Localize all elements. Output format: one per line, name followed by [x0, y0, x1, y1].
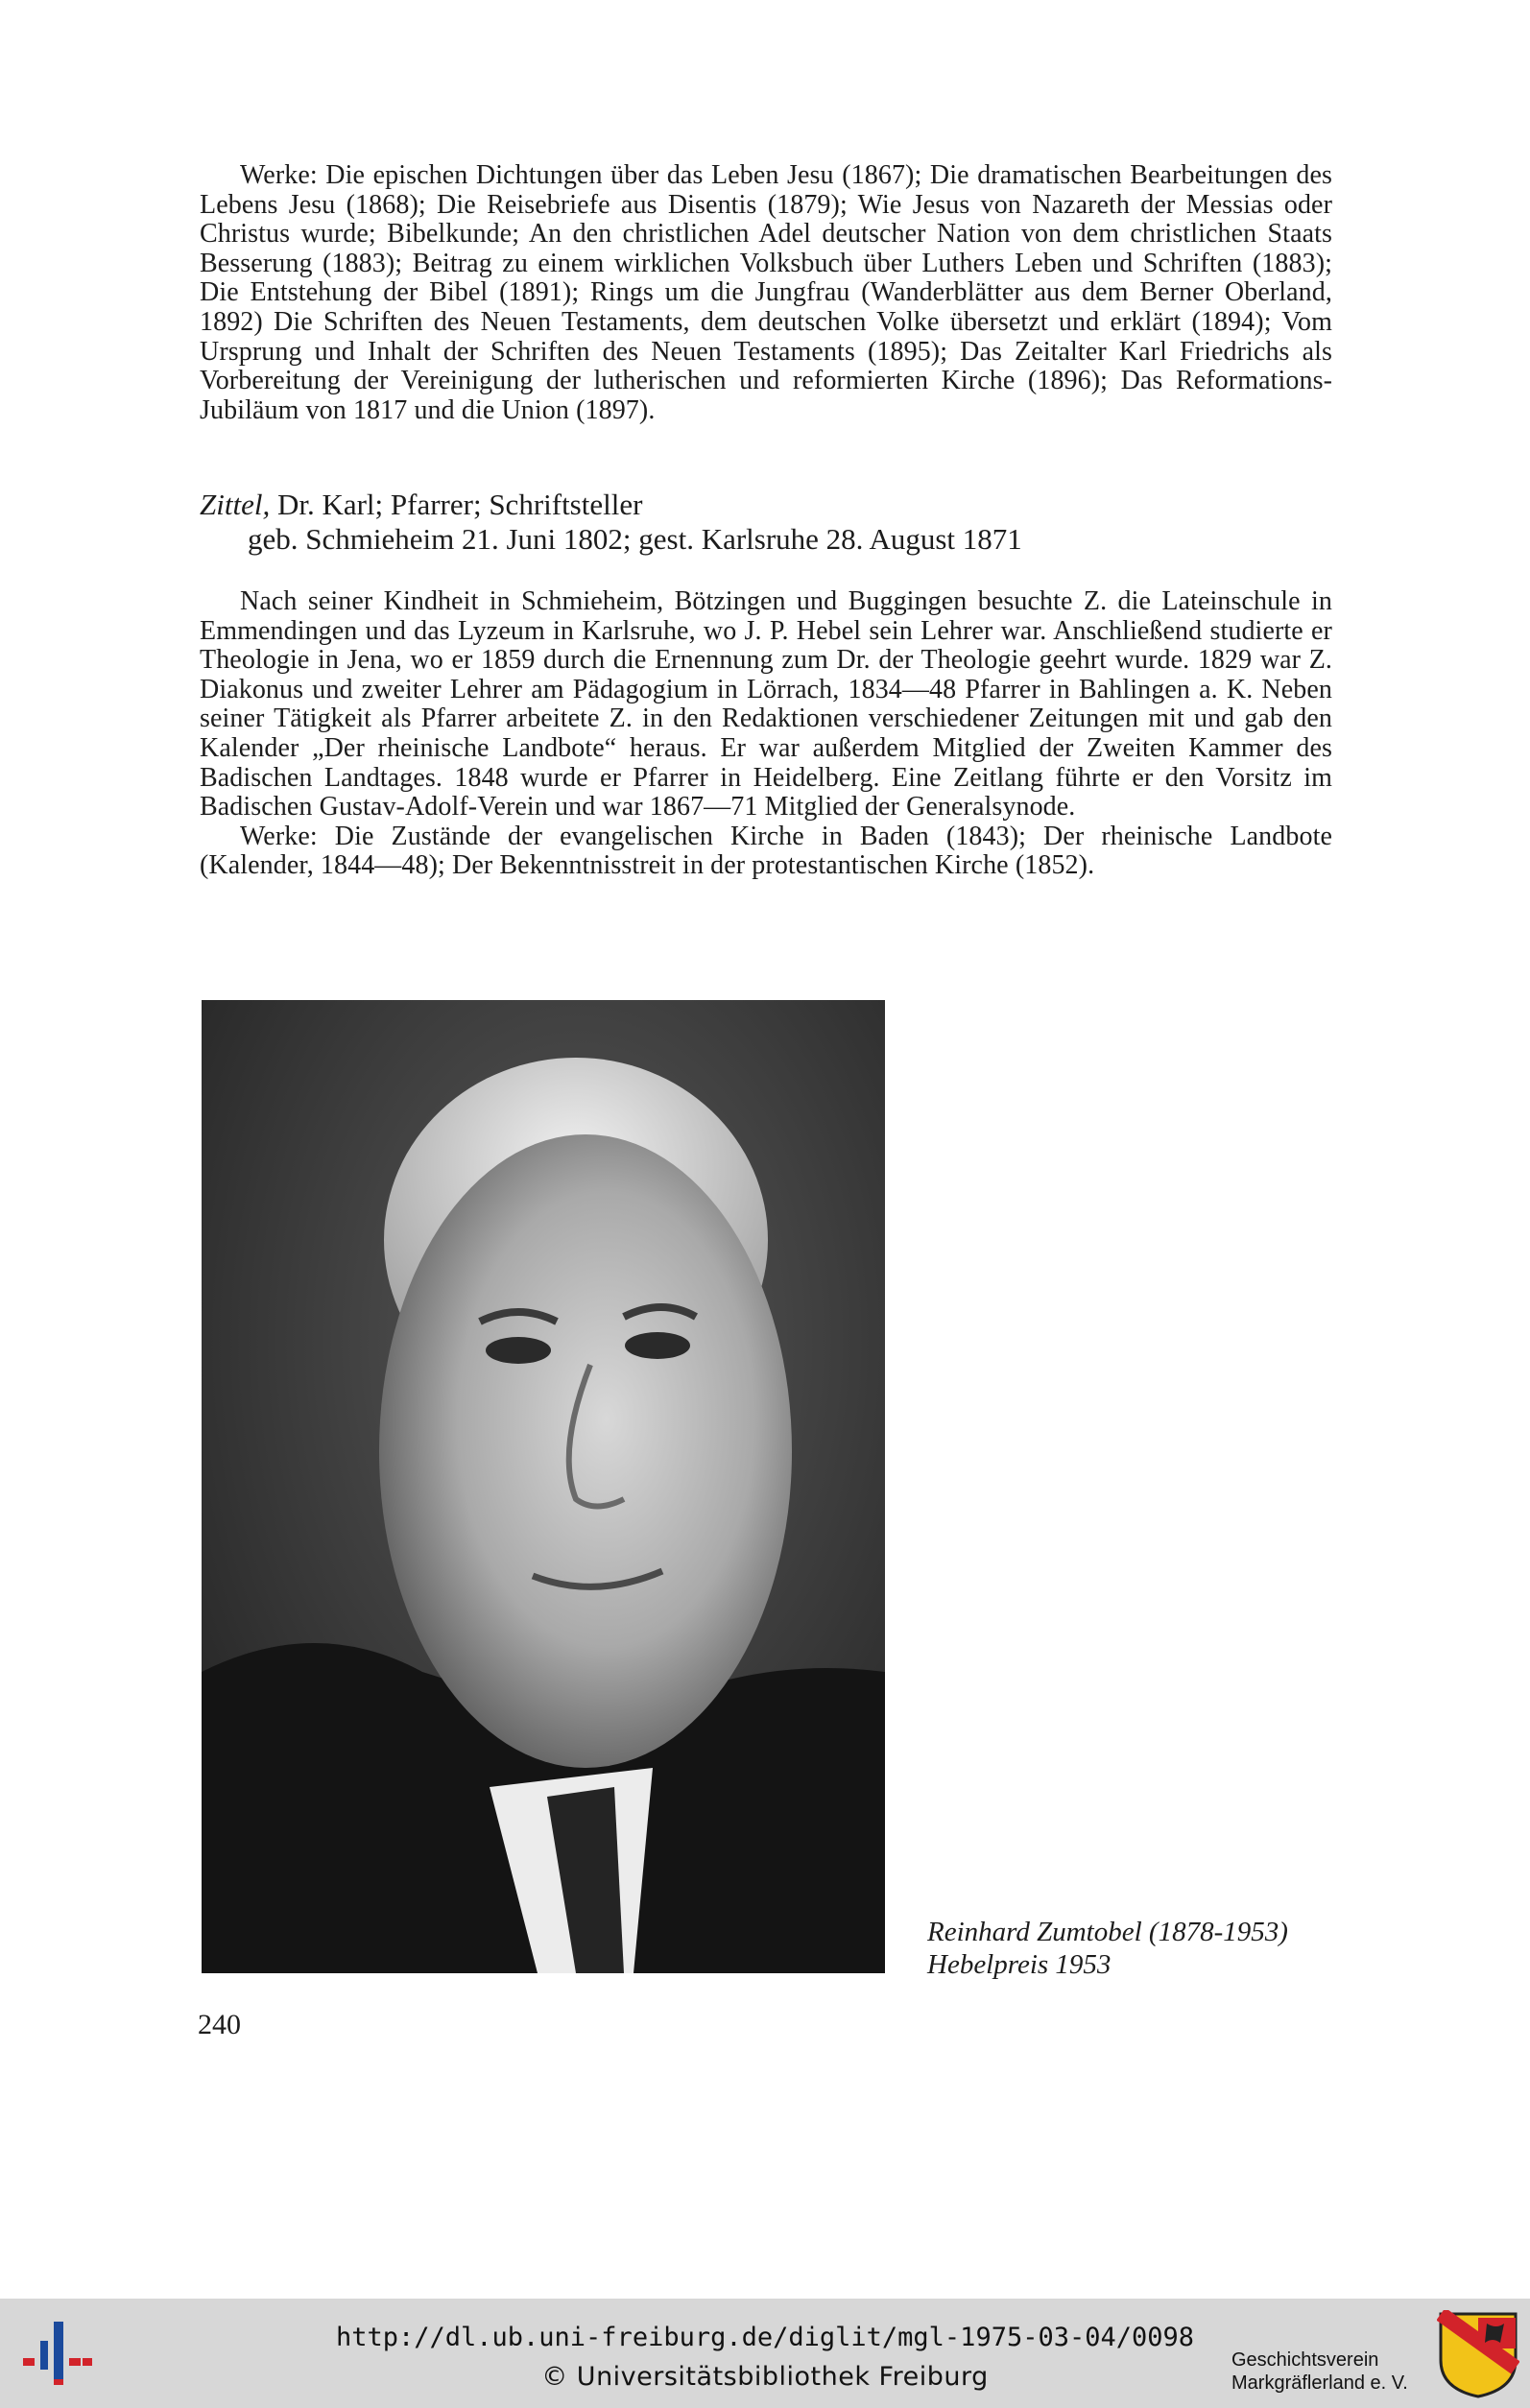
entry-name-line: [200, 488, 1332, 522]
document-url-link[interactable]: http://dl.ub.uni-freiburg.de/diglit/mgl-1975-03-04/0098: [335, 2323, 1195, 2352]
society-name-line-1: Geschichtsverein: [1231, 2349, 1379, 2371]
copyright-notice: © Universitätsbibliothek Freiburg: [541, 2362, 989, 2392]
entry-title: Dr. Karl; Pfarrer; Schriftsteller: [270, 488, 643, 521]
society-name: [1231, 2348, 1408, 2395]
photo-caption: [927, 1916, 1288, 1981]
caption-line-2: Hebelpreis 1953: [927, 1949, 1112, 1980]
entry-heading: [200, 488, 1332, 557]
portrait-photo: [202, 1000, 885, 1973]
entry-surname: Zittel,: [200, 488, 271, 521]
biography-text: Nach seiner Kindheit in Schmieheim, Bötzingen und Buggingen besuchte Z. die Lateinschule in Emmendingen und das Lyzeum in Karlsruhe, wo J. P. Hebel sein Lehrer war. Anschließend studierte er Theologie in Jena, wo er 1859 durch die Ernennung zum Dr. der Theologie geehrt wurde. 1829 war Z. Diakonus und zweiter Lehrer am Pädagogium in Lörrach, 1834—48 Pfarrer in Bahlingen a. K. Neben seiner Tätigkeit als Pfarrer arbeitete Z. in den Redaktionen verschiedener Zeitungen mit und gab den Kalender „Der rheinische Landbote“ heraus. Er war außerdem Mitglied der Zweiten Kammer des Badischen Landtages. 1848 wurde er Pfarrer in Heidelberg. Eine Zeitlang führte er den Vorsitz im Badischen Gustav-Adolf-Verein und war 1867—71 Mitglied der Generalsynode.: [200, 586, 1332, 823]
caption-line-1: Reinhard Zumtobel (1878-1953): [927, 1917, 1288, 1947]
society-crest-icon: [1437, 2310, 1519, 2403]
biography-paragraph: [200, 587, 1332, 823]
viewer-footer: [0, 2299, 1530, 2408]
works-paragraph-block: [200, 161, 1332, 425]
works-paragraph: [200, 161, 1332, 425]
entry-works-paragraph: [200, 823, 1332, 881]
entry-works-text: Werke: Die Zustände der evangelischen Kirche in Baden (1843); Der rheinische Landbote (Kalender, 1844—48); Der Bekenntnisstreit in der protestantischen Kirche (1852).: [200, 821, 1332, 881]
entry-life-dates: geb. Schmieheim 21. Juni 1802; gest. Karlsruhe 28. August 1871: [248, 522, 1022, 556]
page-number: 240: [198, 2009, 241, 2040]
works-paragraph-text: Werke: Die epischen Dichtungen über das Leben Jesu (1867); Die dramatischen Bearbeitungen des Lebens Jesu (1868); Die Reisebriefe aus Disentis (1879); Wie Jesus von Nazareth der Messias oder Christus wurde; Bibelkunde; An den christlichen Adel deutscher Nation von dem christlichen Staats Besserung (1883); Beitrag zu einem wirklichen Volksbuch über Luthers Leben und Schriften (1883); Die Entstehung der Bibel (1891); Rings um die Jungfrau (Wanderblätter aus dem Berner Oberland, 1892) Die Schriften des Neuen Testaments, dem deutschen Volke übersetzt und erklärt (1894); Vom Ursprung und Inhalt der Schriften des Neuen Testaments (1895); Das Zeitalter Karl Friedrichs als Vorbereitung der Vereinigung der lutherischen und reformierten Kirche (1896); Das Reformations-Jubiläum von 1817 und die Union (1897).: [200, 160, 1332, 425]
society-name-line-2: Markgräflerland e. V.: [1231, 2372, 1408, 2394]
biography-block: [200, 587, 1332, 881]
